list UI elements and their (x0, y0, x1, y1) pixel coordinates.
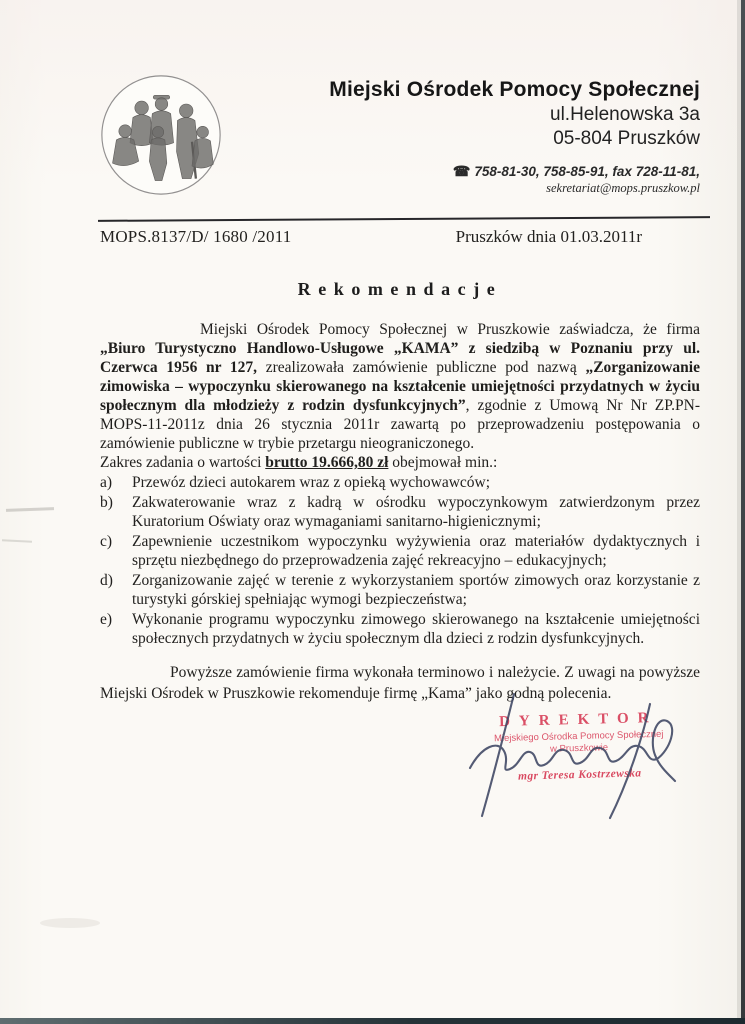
org-address-city: 05-804 Pruszków (553, 128, 700, 149)
list-item-text: Przewóz dzieci autokarem wraz z opieką wychowawców; (132, 474, 491, 491)
scan-smudge (6, 507, 54, 512)
phone-numbers: 758-81-30, 758-85-91, fax 728-11-81, (474, 164, 700, 179)
family-group-icon (98, 72, 224, 198)
list-item-label: e) (100, 611, 113, 628)
scope-prefix: Zakres zadania o wartości (100, 454, 266, 471)
p1-intro: Miejski Ośrodek Pomocy Społecznej w Pruszkowie zaświadcza, że firma (200, 321, 700, 338)
stamp-title: DYREKTOR (498, 709, 658, 731)
list-item (100, 532, 700, 570)
reference-number: MOPS.8137/D/ 1680 /2011 (100, 227, 292, 246)
scan-smudge (40, 918, 100, 928)
organization-logo (98, 72, 224, 198)
scan-edge-right (741, 0, 745, 1024)
phone-icon: ☎ (452, 163, 471, 179)
p1-task-name-bold: „Zorganizowanie zimowiska – wypoczynku skierowanego na kształcenie umiejętności przydatnych w życiu społecznym dla młodzieży z rodzin dysfunkcyjnych” (100, 359, 700, 414)
letterhead (0, 60, 745, 210)
closing-paragraph: Powyższe zamówienie firma wykonała terminowo i należycie. Z uwagi na powyższe Miejski Ośrodek w Pruszkowie rekomenduje firmę „Kama” jako godną polecenia. (100, 664, 700, 702)
recommendation-paragraph (100, 320, 700, 453)
director-stamp (467, 709, 691, 784)
list-item (100, 571, 700, 609)
p1-contract: , zgodnie z Umową Nr Nr ZP.PN-MOPS-11-2011z dnia 26 stycznia 2011r zawartą po przeprowadzeniu postępowania o zamówienie publiczne w trybie przetargu nieograniczonego. (100, 397, 700, 452)
list-item-text: Wykonanie programu wypoczynku zimowego skierowanego na kształcenie umiejętności społecznych przydatnych w życiu społecznym dla dzieci z rodzin dysfunkcyjnych. (132, 611, 700, 647)
scan-edge-bottom (0, 1018, 745, 1024)
letter-body (100, 227, 700, 704)
scope-line (100, 453, 700, 472)
list-item (100, 493, 700, 531)
gross-value: brutto 19.666,80 zł (265, 454, 389, 471)
phone-line (240, 163, 700, 180)
list-item-label: c) (100, 533, 113, 550)
stamp-city-line: w Pruszkowie (549, 742, 609, 755)
org-address-street: ul.Helenowska 3a (550, 104, 700, 125)
document-title: Rekomendacje (297, 279, 503, 299)
list-item-label: d) (100, 572, 113, 589)
list-item-text: Zapewnienie uczestnikom wypoczynku wyżywienia oraz materiałów dydaktycznych i sprzętu niezbędnego do przeprowadzenia zajęć rekreacyjno – edukacyjnych; (132, 533, 700, 569)
letterhead-text (240, 78, 700, 196)
list-item-text: Zorganizowanie zajęć w terenie z wykorzystaniem sportów zimowych oraz korzystanie z turystyki górskiej spełniając wymogi bezpieczeństwa; (132, 572, 700, 608)
p1-company-bold: „Biuro Turystyczno Handlowo-Usługowe „KAMA” z siedzibą w Poznaniu przy ul. Czerwca 1956 nr 127, (100, 340, 700, 376)
list-item (100, 610, 700, 648)
stamp-org-line: Miejskiego Ośrodka Pomocy Społecznej (493, 728, 664, 745)
letterhead-divider (98, 216, 710, 222)
list-item-label: b) (100, 494, 113, 511)
scope-suffix: obejmował min.: (388, 454, 498, 471)
task-list (100, 473, 700, 648)
org-name: Miejski Ośrodek Pomocy Społecznej (329, 78, 700, 101)
signer-name: mgr Teresa Kostrzewska (517, 767, 642, 783)
reference-row (100, 227, 700, 247)
scan-smudge (2, 539, 32, 543)
place-and-date: Pruszków dnia 01.03.2011r (455, 227, 642, 246)
list-item-label: a) (100, 474, 113, 491)
list-item-text: Zakwaterowanie wraz z kadrą w ośrodku wypoczynkowym zatwierdzonym przez Kuratorium Oświaty oraz wymaganiami sanitarno-higienicznymi; (132, 494, 700, 530)
p1-mid: zrealizowała zamówienie publiczne pod nazwą (257, 359, 586, 376)
list-item (100, 473, 700, 492)
email-address: sekretariat@mops.pruszkow.pl (546, 181, 700, 195)
